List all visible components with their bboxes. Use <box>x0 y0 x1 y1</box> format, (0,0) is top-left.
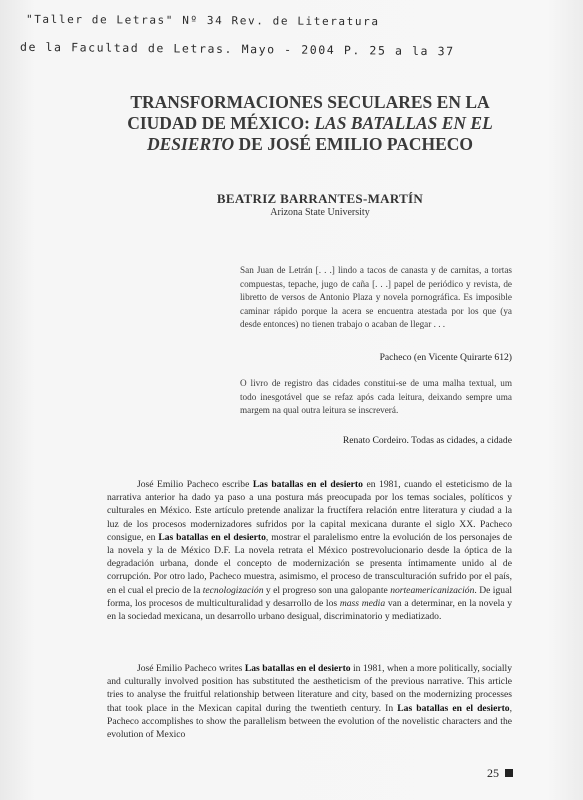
author-name: BEATRIZ BARRANTES-MARTÍN <box>216 191 424 206</box>
italic-term: mass media <box>339 597 386 609</box>
epigraph-2-attribution: Renato Cordeiro. Todas as cidades, a cidade <box>342 435 512 446</box>
epigraph-2: O livro de registro das cidades constitui-se de uma malha textual, um todo inesgotável que se refaz após cada leitura, deixando sempre uma margem na qual outra leitura se inscreverá. <box>240 378 512 416</box>
text-run: , Pacheco accomplishes to show the parallelism between the evolution of the novelistic characters and the evolution of Mexico <box>107 702 513 741</box>
handwritten-citation-line2: de la Facultad de Letras. Mayo - 2004 P. 25 a la 37 <box>19 39 455 59</box>
abstract-english-paragraph <box>107 662 512 741</box>
book-title: Las batallas en el desierto <box>397 702 510 714</box>
page-marker-square <box>505 769 513 777</box>
italic-term: norteamericanización <box>390 584 475 596</box>
abstract-english <box>107 662 512 741</box>
italic-term: tecnologización <box>202 584 264 596</box>
book-title: Las batallas en el desierto <box>244 663 351 674</box>
title-part3: DE JOSÉ EMILIO PACHECO <box>234 134 474 154</box>
page-number <box>487 766 513 781</box>
abstract-spanish <box>107 478 512 623</box>
abstract-spanish-paragraph <box>107 478 512 623</box>
text-run: van a determinar, en la novela y en la sociedad mexicana, un desarrollo urbano desigual, discriminatorio y mediatizado. <box>107 597 512 623</box>
title-part1: TRANSFORMACIONES SECULARES EN LA CIUDAD DE MÉXICO: <box>127 92 490 133</box>
text-run: José Emilio Pacheco writes <box>137 663 245 674</box>
text-run: José Emilio Pacheco escribe <box>137 479 253 490</box>
book-title: Las batallas en el desierto <box>252 479 363 490</box>
text-run: . De igual forma, los procesos de multiculturalidad y desarrollo de los <box>107 584 512 609</box>
title-book-name: LAS BATALLAS EN EL DESIERTO <box>146 113 493 154</box>
text-run: in 1981, when a more politically, socially and culturally involved position has substituted the aestheticism of the previous narrative. This article tries to analyse the fruitful relationship between literature and city, based on the modernizing processes that took place in the Mexican capital during the twentieth century. In <box>107 663 513 714</box>
page-number-text: 25 <box>487 766 499 780</box>
handwritten-citation-line1: "Taller de Letras" Nº 34 Rev. de Literatura <box>25 12 380 29</box>
article-title <box>115 92 505 155</box>
epigraph-1: San Juan de Letrán [. . .] lindo a tacos de canasta y de carnitas, a tortas compuestas, tepache, jugo de caña [. . .] papel de periódico y revista, de libretto de versos de Antonio Plaza y novela pornográfica. Es imposible caminar rápido porque la acera se encuentra atestada por los que (ya desde entonces) no tienen trabajo o acaban de llegar . . . <box>240 265 512 330</box>
text-run: , mostrar el paralelismo entre la evolución de los personajes de la novela y la de México D.F. La novela retrata el México postrevolucionario desde la óptica de la degradación urbana, donde el concepto de modernización se presenta íntimamente unido al de corrupción. Por otro lado, Pacheco muestra, asimismo, el proceso de transculturación sufrido por el país, en el cual el precio de la <box>107 531 512 596</box>
epigraph-1-attribution: Pacheco (en Vicente Quirarte 612) <box>379 352 512 363</box>
text-run: en 1981, cuando el esteticismo de la narrativa anterior ha dado ya paso a una postura más preocupada por los temas sociales, políticos y culturales en México. Este artículo pretende analizar la fructífera relación entre literatura y ciudad a la luz de los procesos modernizadores sufridos por la capital mexicana durante el siglo XX. Pacheco consigue, en <box>107 479 513 543</box>
book-title: Las batallas en el desierto <box>158 531 266 543</box>
author-affiliation: Arizona State University <box>270 207 370 218</box>
text-run: y el progreso son una galopante <box>263 584 391 596</box>
